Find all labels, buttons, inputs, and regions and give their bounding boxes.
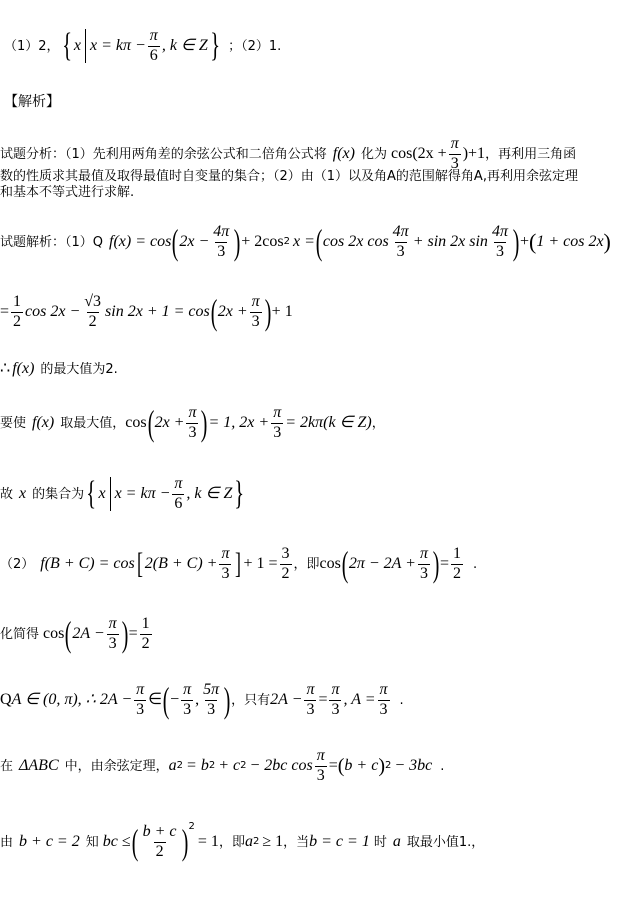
paren-open: ( [131, 822, 138, 862]
line9-expr: = b [186, 757, 209, 774]
square: 2 [385, 760, 392, 771]
square: 2 [188, 821, 195, 832]
comma: , [195, 691, 200, 708]
line4-inner: 2x + [154, 414, 185, 431]
fraction-1-2: $\frac{1}{2}$ [453, 544, 461, 582]
answer-part1: （1）2， [4, 38, 60, 54]
solution-line-9 [0, 744, 444, 788]
solution-1-cos2x: 1 + cos 2x [536, 233, 604, 250]
solution-sin2x-sin: + sin 2x sin [412, 233, 488, 250]
line4-text-2: 取最大值， [60, 415, 126, 431]
fraction-3-2: $\frac{3}{2}$ [281, 544, 290, 582]
paren-close: ) [121, 614, 128, 654]
equals-sign: = [328, 757, 338, 774]
fraction-pi-3: $\frac{\pi}{3}$ [316, 746, 325, 784]
answer-part2: ；（2）1. [228, 38, 282, 54]
solution-line-4 [0, 403, 385, 443]
answer-line [4, 26, 281, 66]
fraction-pi-3: $\frac{\pi}{3}$ [136, 680, 145, 718]
line4-mid: = 1, 2x + [208, 414, 270, 431]
line5-text-1: 故 [0, 486, 14, 502]
line9-text-1: 在 [0, 758, 14, 774]
equals-sign: = [0, 303, 10, 320]
line4-tail: = 2kπ(k ∈ Z) [285, 414, 372, 431]
square: 2 [208, 760, 216, 771]
paren-open: ( [172, 222, 179, 262]
paren-open: ( [337, 755, 345, 777]
fraction-pi-3: $\frac{\pi}{3}$ [183, 680, 192, 718]
fraction-pi-3: $\frac{\pi}{3}$ [251, 292, 260, 330]
line6-cos: cos [319, 555, 341, 572]
solution-line-7 [0, 612, 154, 656]
right-brace: } [234, 475, 245, 512]
fraction-pi-6: $\frac{\pi}{6}$ [174, 474, 183, 512]
equals-sign: = [318, 691, 328, 708]
fraction-pi-3: $\frac{\pi}{3}$ [188, 403, 197, 441]
fraction-pi-3: $\frac{\pi}{3}$ [379, 680, 388, 718]
fraction-sqrt3-2: $\frac{√3}{2}$ [84, 292, 102, 330]
set-expression: x = kπ − [89, 37, 146, 54]
line7-cos: cos [43, 625, 65, 642]
line6-inner2: 2π − 2A + [348, 555, 416, 572]
fraction-4pi-3: $\frac{4\pi}{3}$ [392, 222, 409, 260]
square: 2 [176, 760, 184, 771]
line10-a2ge: ≥ 1 [262, 833, 284, 850]
left-brace: { [86, 475, 97, 512]
analysis-heading [4, 95, 60, 109]
analysis-line-1 [0, 134, 576, 174]
fraction-4pi-3: $\frac{4\pi}{3}$ [491, 222, 508, 260]
fraction-pi-3: $\frac{\pi}{3}$ [306, 680, 315, 718]
solution-label: 试题解析：（1）Q [0, 234, 104, 250]
line9-b-plus-c: b + c [344, 757, 379, 774]
line5-text-2: 的集合为 [32, 486, 85, 502]
line8-text-2: ，只有 [231, 692, 271, 708]
solution-cos2x-cos: cos 2x cos [322, 233, 389, 250]
line9-text-3: . [440, 758, 445, 774]
line10-bc1: b = c = 1 [309, 833, 370, 850]
paren-close: ) [603, 229, 611, 254]
paren-close: ) [378, 755, 385, 777]
line9-text-2: 中，由余弦定理， [64, 758, 169, 774]
line10-text-6: 取最小值1.， [406, 834, 485, 850]
solution-line-10 [0, 818, 484, 866]
line6-text-2: ，即 [293, 556, 320, 572]
analysis-text-4: 数的性质求其最值及取得最值时自变量的集合；（2）由（1）以及角A的范围解得角A,再利用余弦定理 [0, 169, 578, 184]
paren-close: ) [512, 222, 520, 262]
line10-a: a [244, 833, 253, 850]
paren-close: ) [223, 680, 231, 720]
line2-inner: 2x + [217, 303, 248, 320]
paren-close: ) [181, 822, 188, 862]
element-of: ∈ [148, 691, 163, 708]
solution-line-3 [0, 361, 118, 377]
line9-tail: − 3bc [394, 757, 433, 774]
paren-close: ) [432, 544, 440, 584]
set-expression: x = kπ − [114, 485, 171, 502]
set-variable: x [98, 485, 106, 502]
square: 2 [283, 236, 290, 247]
line10-a-2: a [392, 833, 401, 850]
line4-text-1: 要使 [0, 415, 27, 431]
line10-text-4: ，当 [283, 834, 310, 850]
line8-q: Q [0, 691, 12, 708]
paren-close: ) [264, 292, 271, 332]
fraction-pi-6: $\frac{\pi}{6}$ [149, 26, 158, 64]
fraction-4pi-3: $\frac{4\pi}{3}$ [213, 222, 230, 260]
paren-close: ) [201, 403, 208, 443]
solution-2x-minus: 2x − [179, 233, 210, 250]
set-k-in-z: , k ∈ Z [161, 37, 208, 54]
solution-line-2 [0, 290, 293, 334]
paren-open: ( [210, 292, 218, 332]
line10-text-5: 时 [373, 834, 387, 850]
equals-sign: = [439, 555, 449, 572]
line2-sin2x: sin 2x + 1 = cos [105, 303, 210, 320]
solution-line-8 [0, 678, 404, 722]
line6-text-3: . [473, 556, 478, 572]
square: 2 [240, 760, 247, 771]
analysis-cos-lead: cos(2x + [391, 145, 447, 162]
paren-open: ( [528, 229, 537, 254]
line8-a-eq: , A = [343, 691, 376, 708]
line5-x: x [19, 485, 27, 502]
fraction-pi-3: $\frac{\pi}{3}$ [108, 614, 117, 652]
line6-expr: f(B + C) = cos [40, 555, 135, 572]
right-brace: } [210, 27, 220, 64]
line9-minus2bc: − 2bc cos [249, 757, 313, 774]
solution-2cos: + 2cos [241, 233, 284, 250]
set-variable: x [73, 37, 81, 54]
analysis-text-3: ，再利用三角函 [485, 146, 577, 162]
line8-text-3: . [399, 692, 404, 708]
line4-text-3: ， [371, 415, 385, 431]
line7-text-1: 化简得 [0, 626, 40, 642]
line10-text-3: ，即 [218, 834, 245, 850]
line9-plus-c: + c [218, 757, 241, 774]
analysis-text-5: 和基本不等式进行求解. [0, 185, 135, 200]
fraction-pi-3: $\frac{\pi}{3}$ [273, 403, 282, 441]
line10-eq1: = 1 [197, 833, 219, 850]
analysis-fx: f(x) [332, 145, 355, 162]
set-k-in-z: , k ∈ Z [186, 485, 233, 502]
solution-line-1 [0, 222, 611, 262]
line10-bc-le: bc ≤ [102, 833, 131, 850]
equals-sign: = [128, 625, 138, 642]
solution-x-eq: x = [293, 233, 315, 250]
set-divider [110, 477, 111, 511]
fraction-pi-3: $\frac{\pi}{3}$ [331, 680, 340, 718]
line10-text-1: 由 [0, 834, 14, 850]
fraction-1-2: $\frac{1}{2}$ [13, 292, 22, 330]
square: 2 [252, 836, 260, 847]
analysis-text-1: 试题分析：（1）先利用两角差的余弦公式和二倍角公式将 [0, 146, 327, 162]
analysis-line-2 [0, 170, 578, 183]
fraction-pi-3: $\frac{\pi}{3}$ [221, 544, 230, 582]
analysis-line-3 [0, 186, 134, 199]
minus-sign: − [170, 691, 180, 708]
bracket-open: [ [136, 547, 143, 580]
line6-plus1: + 1 = [243, 555, 278, 572]
paren-open: ( [65, 614, 72, 654]
fraction-pi-3: $\frac{\pi}{3}$ [450, 134, 459, 172]
left-brace: { [61, 27, 72, 64]
line3-text: 的最大值为2. [40, 361, 118, 377]
paren-open: ( [147, 403, 154, 443]
triangle-abc: ΔABC [19, 757, 59, 774]
solution-fx-cos: f(x) = cos [109, 233, 172, 250]
analysis-text-2: 化为 [360, 146, 387, 162]
line4-cos: cos [125, 414, 147, 431]
line3-fx: f(x) [12, 360, 35, 377]
fraction-b-plus-c-2: $\frac{b + c}{2}$ [142, 822, 177, 860]
fraction-1-2: $\frac{1}{2}$ [141, 614, 150, 652]
fraction-5pi-3: $\frac{5\pi}{3}$ [203, 680, 220, 718]
line8-expr2: 2A − [270, 691, 303, 708]
solution-line-5 [0, 472, 247, 516]
line6-text-1: （2） [0, 556, 35, 572]
line8-expr1: A ∈ (0, π), ∴ 2A − [11, 691, 133, 708]
set-divider [85, 29, 86, 63]
paren-open: ( [341, 544, 349, 584]
line10-text-2: 知 [85, 834, 99, 850]
line7-inner: 2A − [72, 625, 105, 642]
analysis-cos-tail: )+1 [462, 145, 486, 162]
therefore-symbol: ∴ [0, 360, 11, 377]
plus-sign: + [519, 233, 529, 250]
line2-cos2x: cos 2x − [25, 303, 81, 320]
heading-text: 【解析】 [4, 94, 60, 110]
line10-expr1: b + c = 2 [19, 833, 80, 850]
line2-tail: + 1 [271, 303, 293, 320]
bracket-close: ] [235, 547, 242, 580]
line4-fx: f(x) [32, 414, 55, 431]
paren-close: ) [233, 222, 241, 262]
fraction-pi-3: $\frac{\pi}{3}$ [419, 544, 428, 582]
solution-line-6 [0, 542, 477, 586]
line9-a: a [168, 757, 177, 774]
paren-open: ( [162, 680, 170, 720]
line6-inner: 2(B + C) + [144, 555, 218, 572]
paren-open: ( [315, 222, 323, 262]
